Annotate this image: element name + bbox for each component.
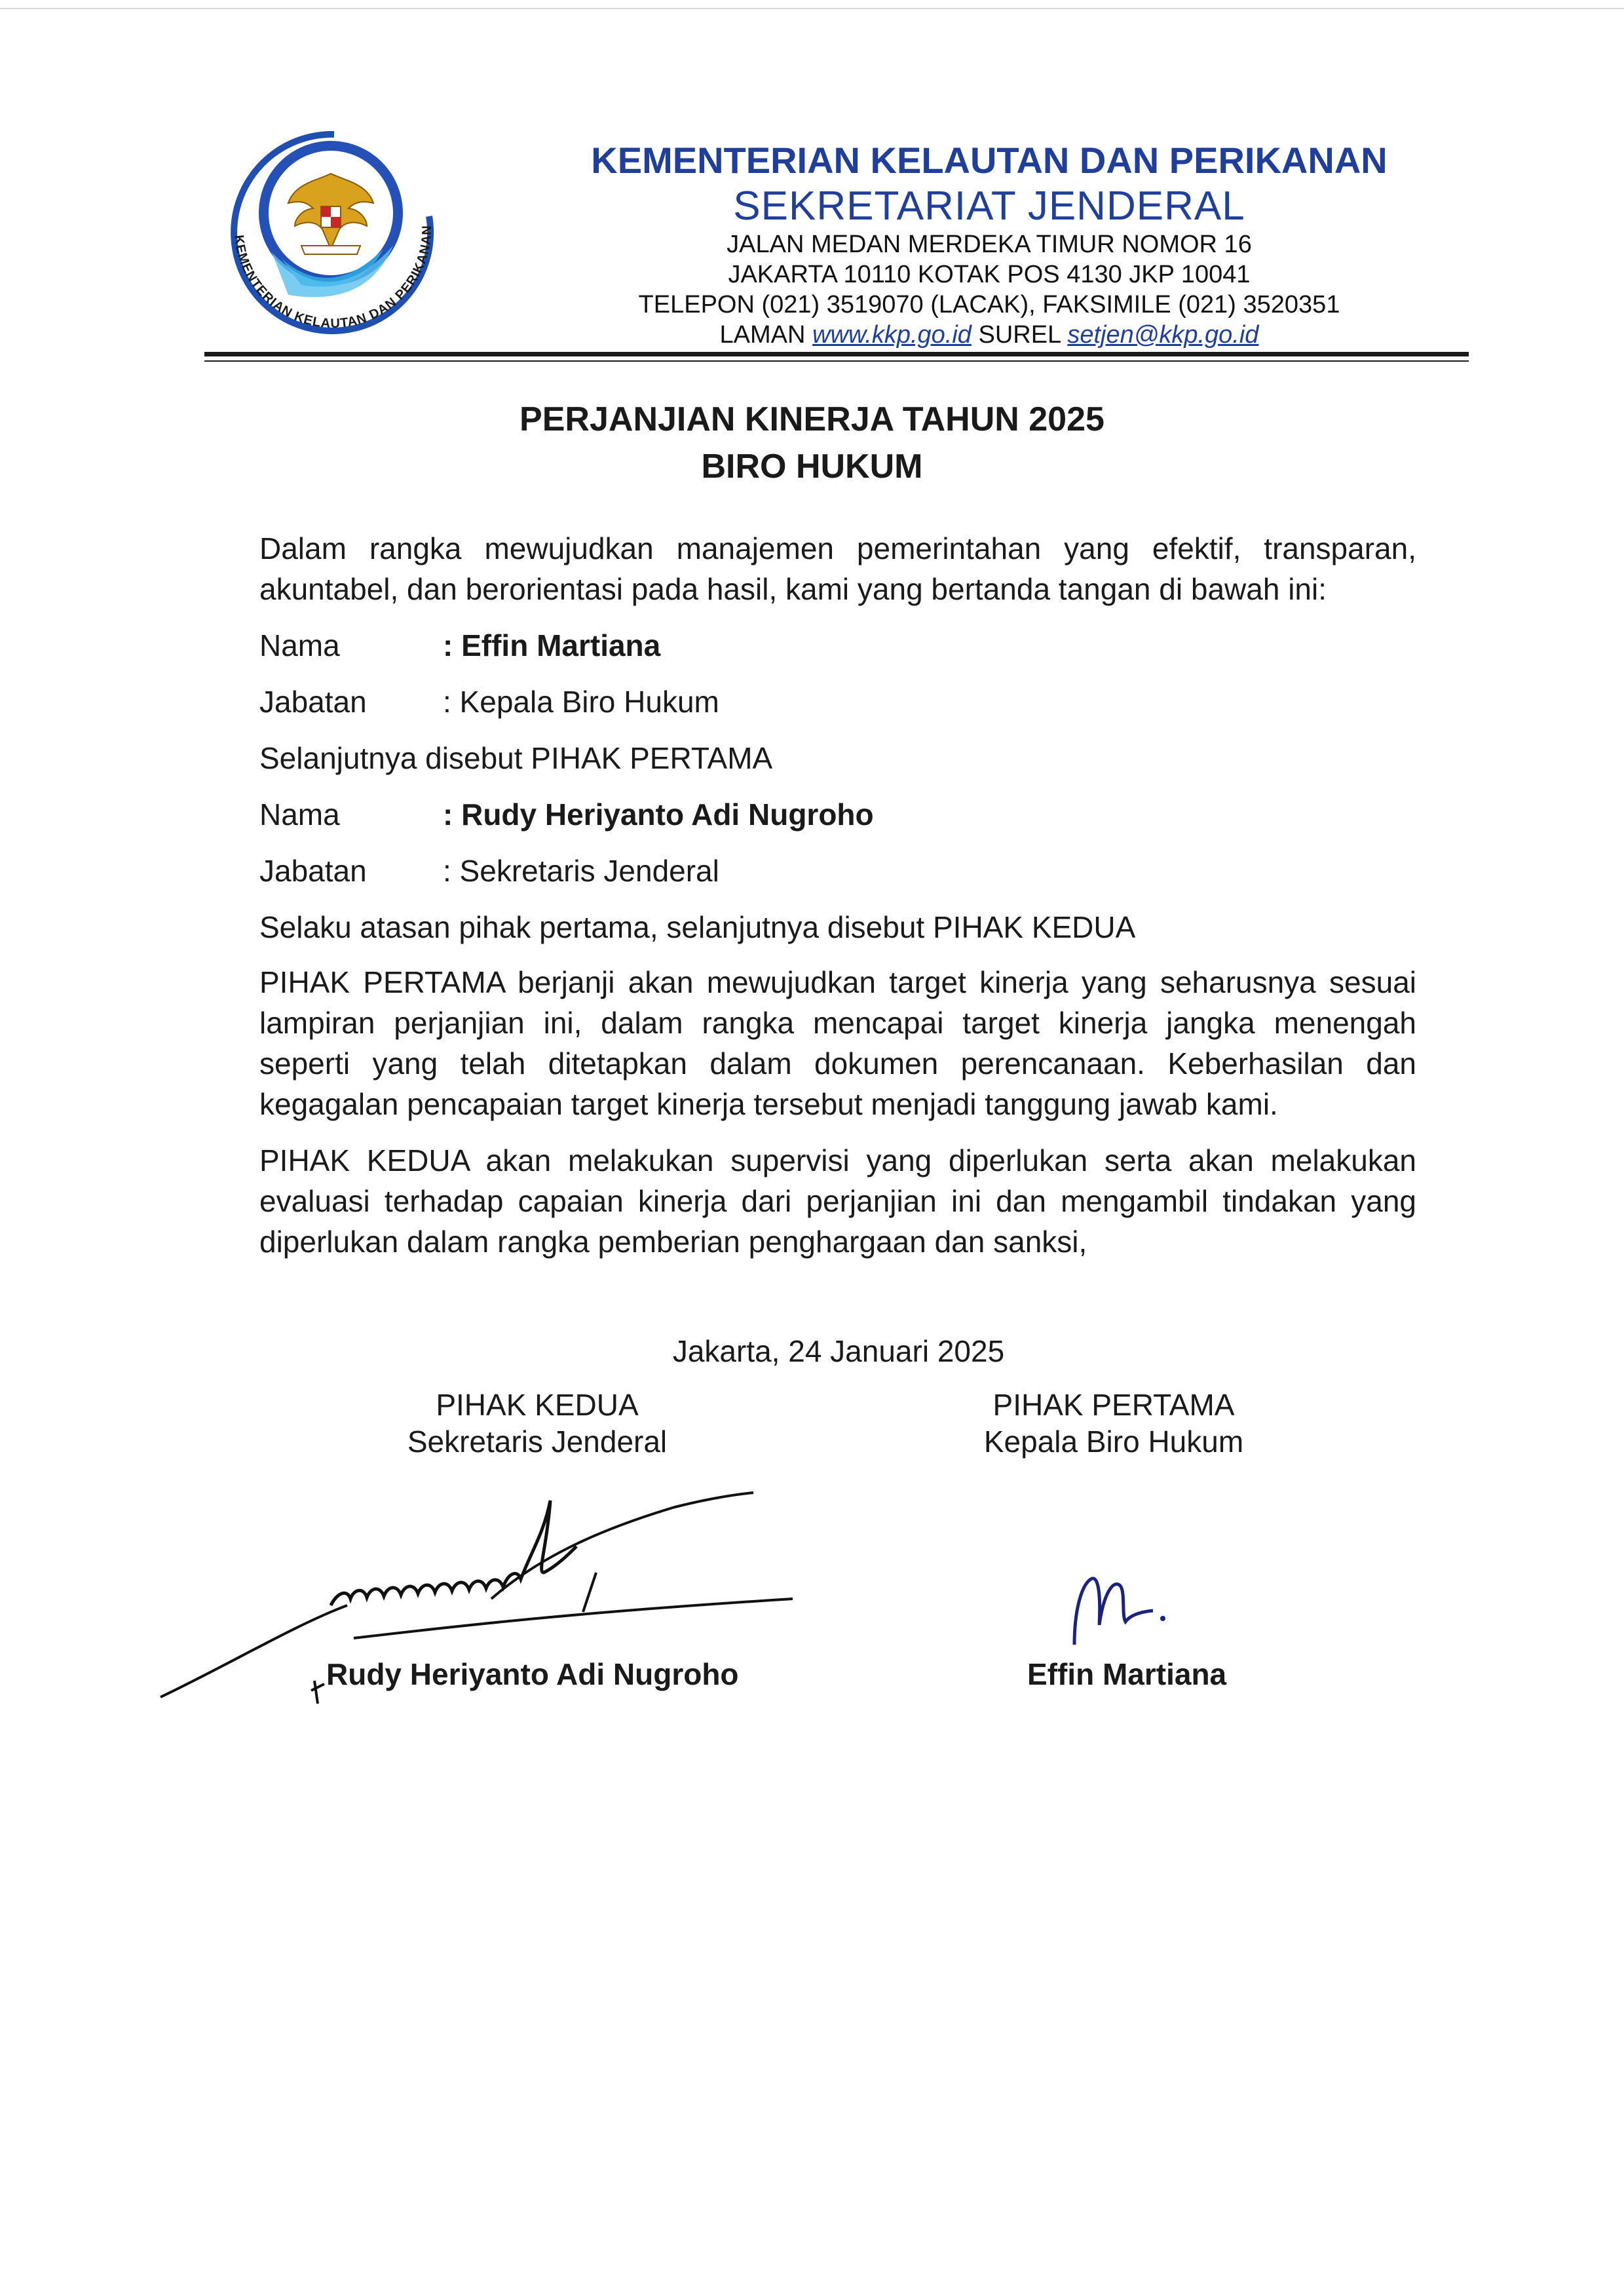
document-subtitle: BIRO HUKUM	[701, 448, 923, 486]
place-date: Jakarta, 24 Januari 2025	[672, 1334, 1005, 1368]
party1-name-row	[259, 625, 660, 666]
party1-position-row	[259, 681, 719, 722]
party2-position-value: : Sekretaris Jenderal	[443, 854, 719, 888]
ministry-name: KEMENTERIAN KELAUTAN DAN PERIKANAN	[591, 140, 1388, 181]
laman-label: LAMAN	[719, 321, 806, 349]
address-line-1: JALAN MEDAN MERDEKA TIMUR NOMOR 16	[727, 231, 1252, 258]
document-title: PERJANJIAN KINERJA TAHUN 2025	[519, 400, 1105, 438]
party1-position-label: Jabatan	[259, 685, 367, 719]
letterhead-divider-thick	[204, 352, 1469, 356]
left-signatory-name: Rudy Heriyanto Adi Nugroho	[326, 1657, 739, 1691]
letterhead-divider-thin	[204, 360, 1469, 362]
supervision-paragraph: PIHAK KEDUA akan melakukan supervisi yang diperlukan serta akan melakukan evaluasi terhadap capaian kinerja dari perjanjian ini dan mengambil tindakan yang diperlukan dalam rangka pemberian penghargaan dan sanksi,	[259, 1143, 1416, 1259]
party2-position-row	[259, 851, 719, 891]
left-signatory-header	[367, 1387, 708, 1460]
address-line-2: JAKARTA 10110 KOTAK POS 4130 JKP 10041	[728, 261, 1251, 288]
contact-line	[485, 320, 1494, 350]
right-signatory-name: Effin Martiana	[1027, 1657, 1227, 1691]
letterhead	[485, 138, 1494, 350]
party1-designation: Selanjutnya disebut PIHAK PERTAMA	[259, 741, 773, 775]
left-signatory-role: PIHAK KEDUA	[436, 1388, 639, 1422]
commitment-paragraph: PIHAK PERTAMA berjanji akan mewujudkan target kinerja yang seharusnya sesuai lampiran perjanjian ini, dalam rangka mencapai target kinerja jangka menengah seperti yang telah ditetapkan dalam dokumen perencanaan. Keberhasilan dan kegagalan pencapaian target kinerja tersebut menjadi tanggung jawab kami.	[259, 965, 1416, 1121]
party2-name-value: : Rudy Heriyanto Adi Nugroho	[443, 797, 874, 832]
address-line-3: TELEPON (021) 3519070 (LACAK), FAKSIMILE (021) 3520351	[638, 291, 1340, 318]
right-signatory-title: Kepala Biro Hukum	[983, 1425, 1244, 1459]
intro-paragraph: Dalam rangka mewujudkan manajemen pemerintahan yang efektif, transparan, akuntabel, dan berorientasi pada hasil, kami yang bertanda tangan di bawah ini:	[259, 531, 1416, 606]
kkp-logo	[197, 118, 459, 360]
surel-label: SUREL	[978, 321, 1061, 349]
party2-designation: Selaku atasan pihak pertama, selanjutnya disebut PIHAK KEDUA	[259, 910, 1136, 944]
party1-position-value: : Kepala Biro Hukum	[443, 685, 719, 719]
party2-position-label: Jabatan	[259, 854, 367, 888]
party1-name-label: Nama	[259, 628, 340, 662]
svg-text:KEMENTERIAN KELAUTAN DAN PERIK: KEMENTERIAN KELAUTAN DAN PERIKANAN	[231, 225, 435, 332]
scan-edge-line	[0, 8, 1624, 9]
party2-name-row	[259, 794, 874, 835]
right-signatory-header	[943, 1387, 1284, 1460]
left-signatory-title: Sekretaris Jenderal	[407, 1425, 668, 1459]
website-link[interactable]: www.kkp.go.id	[812, 321, 972, 349]
party1-name-value: : Effin Martiana	[443, 628, 661, 662]
email-link[interactable]: setjen@kkp.go.id	[1067, 321, 1259, 349]
party2-name-label: Nama	[259, 797, 340, 832]
right-signatory-role: PIHAK PERTAMA	[992, 1388, 1235, 1422]
secretariat-name: SEKRETARIAT JENDERAL	[733, 183, 1245, 229]
right-handwritten-signature	[1048, 1553, 1192, 1671]
